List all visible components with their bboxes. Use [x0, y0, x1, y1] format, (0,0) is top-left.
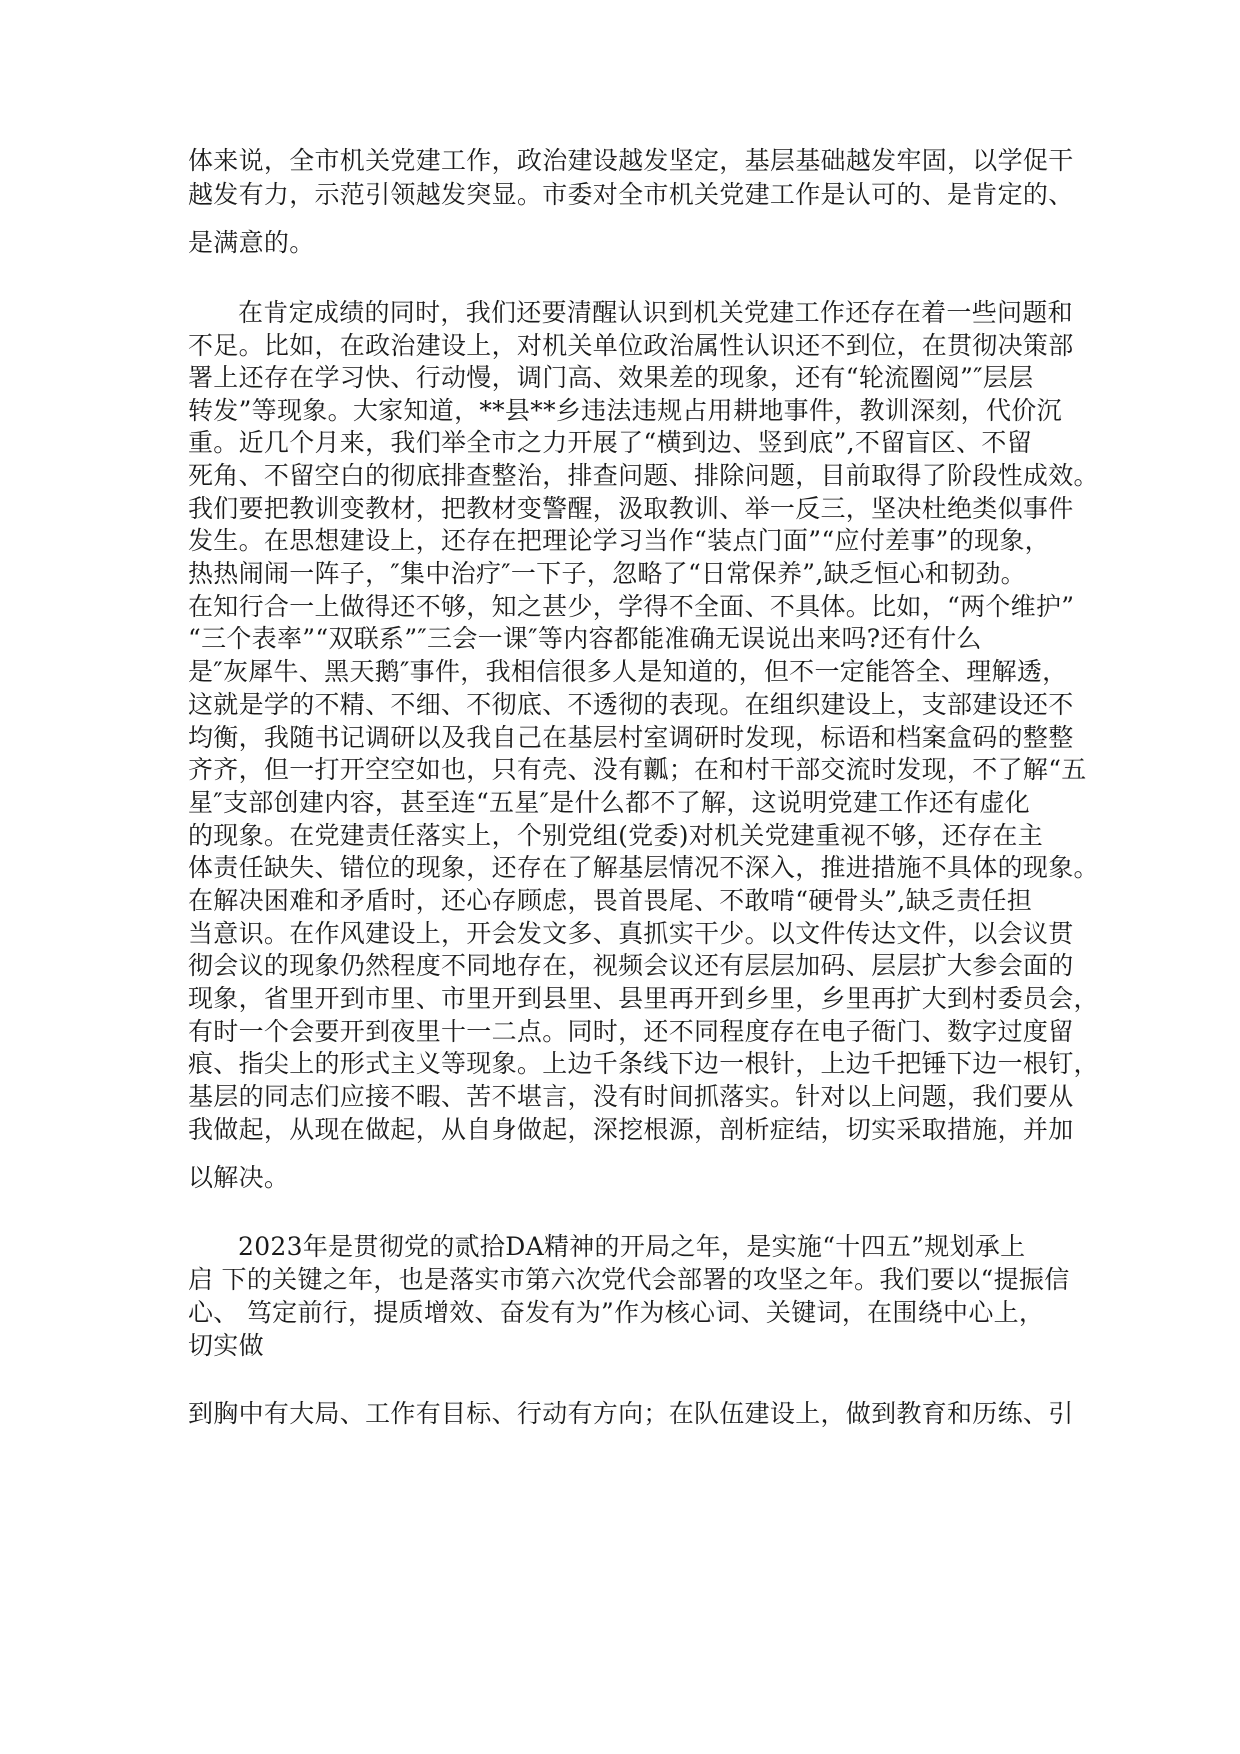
text-line: 彻会议的现象仍然程度不同地存在，视频会议还有层层加码、层层扩大参会面的 — [188, 951, 1074, 980]
text-line: 切实做 — [188, 1331, 264, 1360]
text-line: 到胸中有大局、工作有目标、行动有方向；在队伍建设上，做到教育和历练、引 — [188, 1399, 1074, 1428]
text-line: 当意识。在作风建设上，开会发文多、真抓实干少。以文件传达文件，以会议贯 — [188, 919, 1074, 948]
text-line: 均衡，我随书记调研以及我自己在基层村室调研时发现，标语和档案盒码的整整 — [188, 723, 1074, 752]
text-line: 热热闹闹一阵子，″集中治疗″一下子，忽略了“日常保养”,缺乏恒心和韧劲。 — [188, 559, 1026, 588]
text-line: 在肯定成绩的同时，我们还要清醒认识到机关党建工作还存在着一些问题和 — [238, 298, 1073, 327]
text-line: 星″支部创建内容，甚至连“五星″是什么都不了解，这说明党建工作还有虚化 — [188, 788, 1030, 817]
text-line: 是满意的。 — [188, 228, 315, 257]
text-line: 死角、不留空白的彻底排查整治，排查问题、排除问题，目前取得了阶段性成效。 — [188, 461, 1099, 490]
text-line: 在解决困难和矛盾时，还心存顾虑，畏首畏尾、不敢啃“硬骨头”,缺乏责任担 — [188, 886, 1033, 915]
text-line: 我们要把教训变教材，把教材变警醒，汲取教训、举一反三，坚决杜绝类似事件 — [188, 494, 1074, 523]
text-line: 转发”等现象。大家知道，**县**乡违法违规占用耕地事件，教训深刻，代价沉 — [188, 396, 1062, 425]
text-line: 是″灰犀牛、黑天鹅″事件，我相信很多人是知道的，但不一定能答全、理解透， — [188, 657, 1068, 686]
text-line: 痕、指尖上的形式主义等现象。上边千条线下边一根针，上边千把锤下边一根钉， — [188, 1049, 1099, 1078]
text-line: 有时一个会要开到夜里十一二点。同时，还不同程度存在电子衙门、数字过度留 — [188, 1017, 1074, 1046]
text-line: 重。近几个月来，我们举全市之力开展了“横到边、竖到底”,不留盲区、不留 — [188, 428, 1033, 457]
text-line: 不足。比如，在政治建设上，对机关单位政治属性认识还不到位，在贯彻决策部 — [188, 331, 1074, 360]
text-line: 现象，省里开到市里、市里开到县里、县里再开到乡里，乡里再扩大到村委员会， — [188, 984, 1099, 1013]
text-line: 以解决。 — [188, 1163, 290, 1192]
text-line: 这就是学的不精、不细、不彻底、不透彻的表现。在组织建设上，支部建设还不 — [188, 690, 1074, 719]
text-line: 体来说，全市机关党建工作，政治建设越发坚定，基层基础越发牢固，以学促干 — [188, 146, 1074, 175]
text-line: 心、 笃定前行，提质增效、奋发有为”作为核心词、关键词，在围绕中心上， — [188, 1298, 1045, 1327]
text-line: 2023年是贯彻党的贰拾DA精神的开局之年，是实施“十四五”规划承上 — [238, 1232, 1026, 1261]
text-line: 在知行合一上做得还不够，知之甚少，学得不全面、不具体。比如，“两个维护” — [188, 592, 1075, 621]
text-line: 体责任缺失、错位的现象，还存在了解基层情况不深入，推进措施不具体的现象。 — [188, 853, 1099, 882]
text-line: 署上还存在学习快、行动慢，调门高、效果差的现象，还有“轮流圈阅”″层层 — [188, 363, 1034, 392]
text-line: 发生。在思想建设上，还存在把理论学习当作“装点门面”“应付差事”的现象， — [188, 526, 1050, 555]
text-line: 启 下的关键之年，也是落实市第六次党代会部署的攻坚之年。我们要以“提振信 — [188, 1265, 1070, 1294]
text-line: 基层的同志们应接不暇、苦不堪言，没有时间抓落实。针对以上问题，我们要从 — [188, 1082, 1074, 1111]
text-line: 我做起，从现在做起，从自身做起，深挖根源，剖析症结，切实采取措施，并加 — [188, 1115, 1074, 1144]
text-line: 的现象。在党建责任落实上，个别党组(党委)对机关党建重视不够，还存在主 — [188, 821, 1044, 850]
text-line: 越发有力，示范引领越发突显。市委对全市机关党建工作是认可的、是肯定的、 — [188, 180, 1074, 209]
text-line: 齐齐，但一打开空空如也，只有壳、没有瓤；在和村干部交流时发现，不了解“五 — [188, 755, 1087, 784]
text-line: “三个表率”“双联系”″三会一课″等内容都能准确无误说出来吗?还有什么 — [188, 624, 982, 653]
